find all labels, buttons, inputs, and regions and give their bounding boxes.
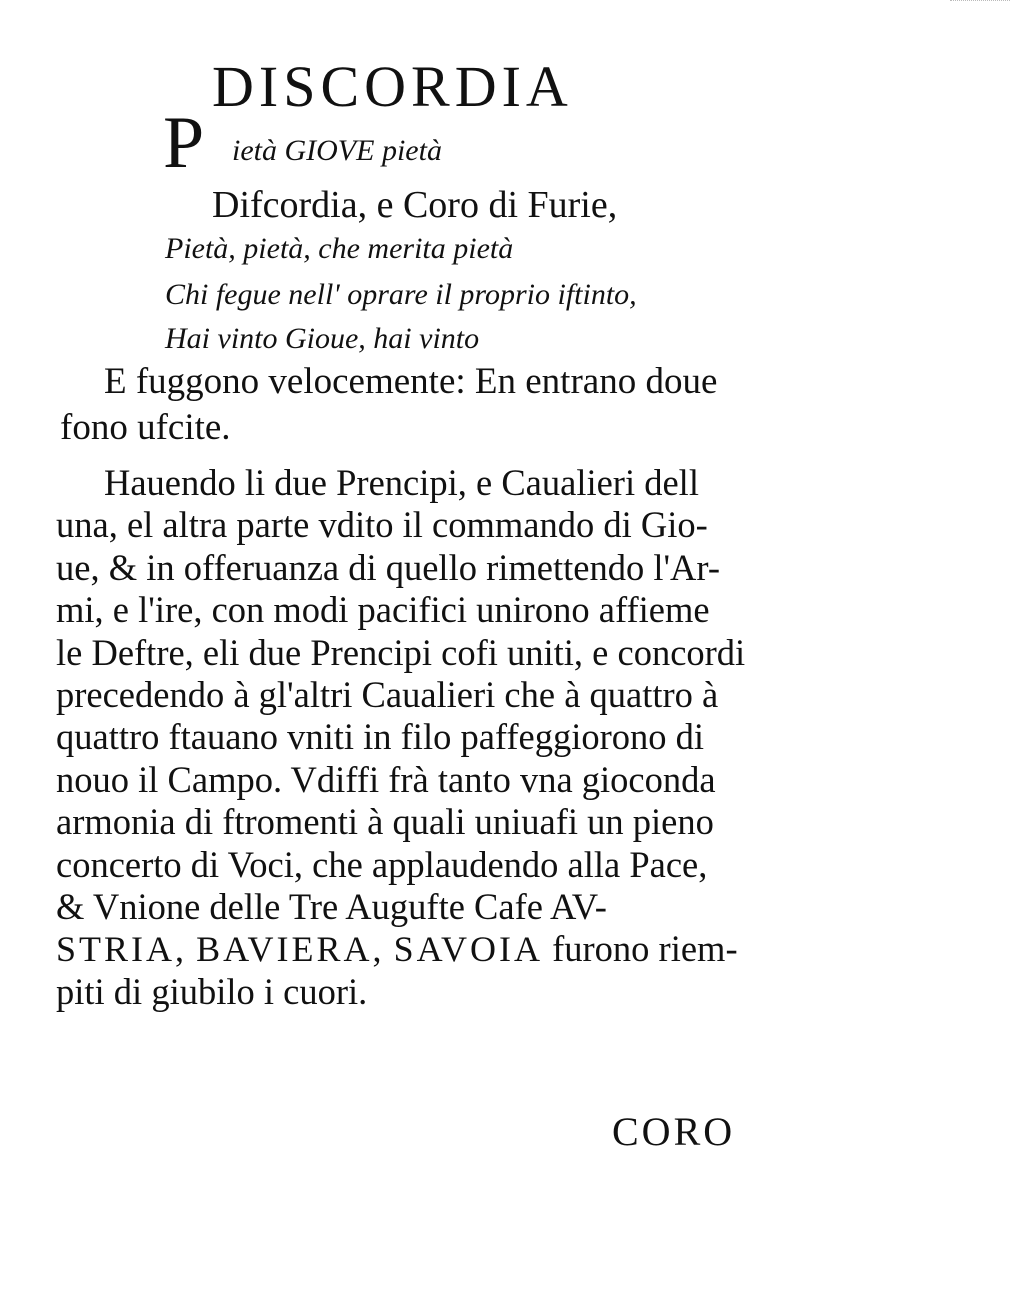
paragraph-line-rest: furono riem- — [552, 928, 738, 970]
paragraph-line: concerto di Voci, che applaudendo alla Pace, — [56, 843, 708, 885]
speaker-line: Difcordia, e Coro di Furie, — [212, 184, 618, 226]
verse-line: Pietà, pietà, che merita pietà — [165, 232, 514, 265]
paragraph-line-houses — [56, 928, 745, 970]
section-heading: DISCORDIA — [212, 54, 573, 119]
paragraph-line: mi, e l'ire, con modi pacifici unirono affieme — [56, 589, 710, 631]
paragraph-line: piti di giubilo i cuori. — [56, 970, 368, 1012]
paragraph-line: armonia di ftromenti à quali uniuafi un pieno — [56, 801, 714, 843]
paragraph-line: una, el altra parte vdito il commando di Gio- — [56, 504, 708, 546]
stage-direction-line: E fuggono velocemente: En entrano doue — [104, 361, 718, 402]
paragraph-line: ue, & in offeruanza di quello rimettendo l'Ar- — [56, 546, 720, 588]
verse-line: Chi fegue nell' oprare il proprio iftinto, — [165, 278, 637, 311]
house-savoia: SAVOIA — [393, 929, 543, 970]
verse-line-first: ietà GIOVE pietà — [232, 134, 442, 167]
paragraph-line: precedendo à gl'altri Caualieri che à quattro à — [56, 674, 719, 716]
house-austria: STRIA, — [56, 929, 188, 970]
catchword: CORO — [612, 1109, 736, 1154]
paragraph-line: le Deftre, eli due Prencipi cofi uniti, e concordi — [56, 631, 746, 673]
paragraph-line: & Vnione delle Tre Augufte Cafe AV- — [56, 886, 607, 928]
stage-direction-line: fono ufcite. — [60, 407, 231, 448]
paragraph-line: Hauendo li due Prencipi, e Caualieri dell — [104, 462, 699, 503]
house-baviera: BAVIERA, — [196, 929, 385, 970]
verse-line: Hai vinto Gioue, hai vinto — [165, 322, 480, 355]
drop-capital: P — [163, 102, 205, 184]
prose-paragraph — [56, 462, 745, 1013]
paragraph-line: nouo il Campo. Vdiffi frà tanto vna gioconda — [56, 758, 716, 800]
page-edge-mark — [950, 0, 1010, 13]
paragraph-line: quattro ftauano vniti in filo paffeggiorono di — [56, 716, 705, 758]
